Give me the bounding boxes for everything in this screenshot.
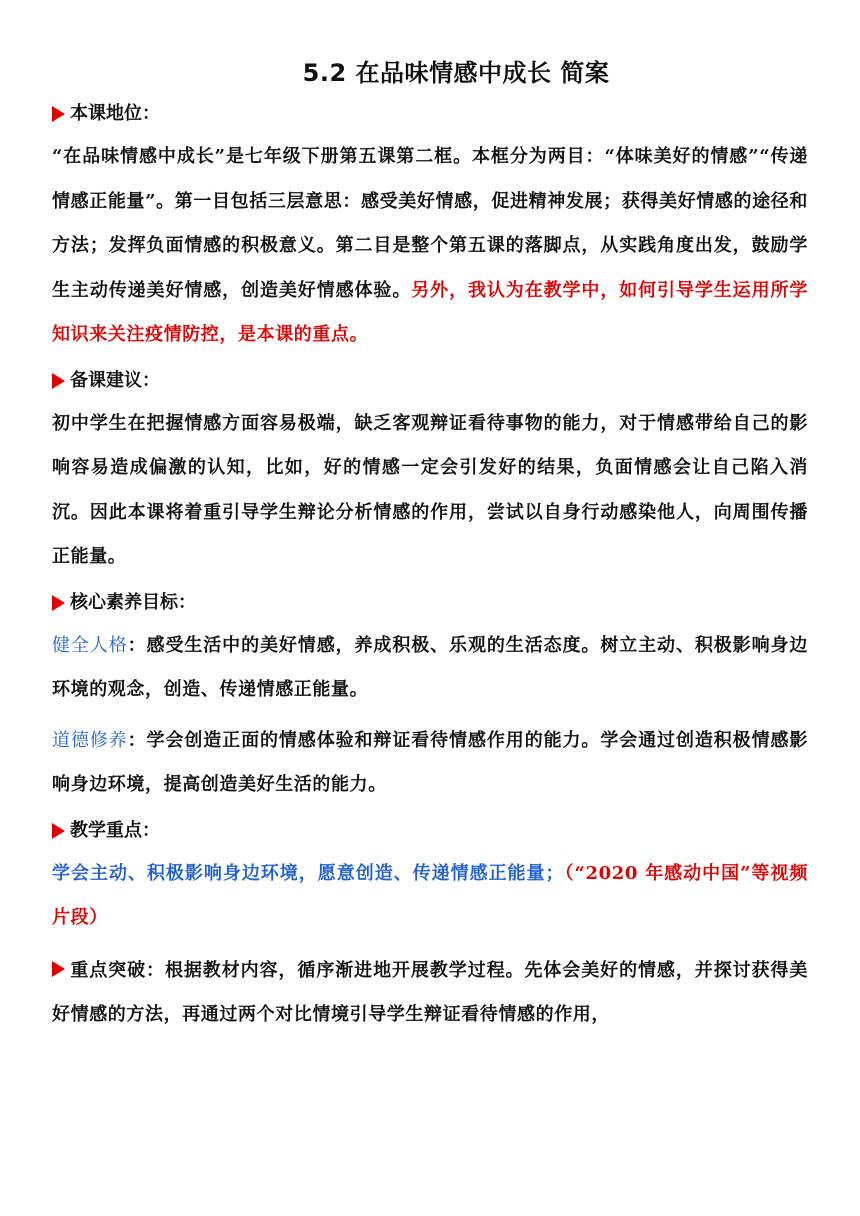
heading-text: 教学重点： <box>70 819 160 841</box>
suggestion-paragraph: 初中学生在把握情感方面容易极端，缺乏客观辩证看待事物的能力，对于情感带给自己的影响容易造成偏激的认知，比如，好的情感一定会引发好的结果，负面情感会让自己陷入消沉。因此本课将着重引导学生辩论分析情感的作用，尝试以自身行动感染他人，向周围传播正能量。 <box>52 412 808 567</box>
position-emphasis-text: 另外，我认为在教学中，如何引导学生运用所学知识来关注疫情防控，是本课的重点。 <box>52 279 808 345</box>
red-triangle-icon <box>52 823 65 839</box>
red-triangle-icon <box>52 595 65 611</box>
goal-text: ：学会创造正面的情感体验和辩证看待情感作用的能力。学会通过创造积极情感影响身边环境，提高创造美好生活的能力。 <box>52 729 808 795</box>
heading-text: 核心素养目标： <box>70 591 196 613</box>
goal-text: ：感受生活中的美好情感，养成积极、乐观的生活态度。树立主动、积极影响身边环境的观念，创造、传递情感正能量。 <box>52 634 808 700</box>
red-triangle-icon <box>52 106 65 122</box>
red-triangle-icon <box>52 373 65 389</box>
keypoint-text: 学会主动、积极影响身边环境，愿意创造、传递情感正能量； <box>52 862 565 884</box>
keypoint-note: （“2020 年感动中国”等视频片段） <box>52 862 808 928</box>
position-text: “在品味情感中成长”是七年级下册第五课第二框。本框分为两目：“体味美好的情感”“传递情感正能量”。第一目包括三层意思：感受美好情感，促进精神发展；获得美好情感的途径和方法；发挥负面情感的积极意义。第二目是整个第五课的落脚点，从实践角度出发，鼓励学生主动传递美好情感，创造美好情感体验。 <box>52 146 808 301</box>
keypoint-paragraph <box>52 852 808 941</box>
breakthrough-text: ：根据教材内容，循序渐进地开展教学过程。先体会美好的情感，并探讨获得美好情感的方法，再通过两个对比情境引导学生辩证看待情感的作用， <box>52 959 808 1025</box>
section-heading-keypoint <box>52 816 808 846</box>
position-paragraph <box>52 135 808 358</box>
goal-label: 健全人格 <box>52 634 128 656</box>
page-title: 5.2 在品味情感中成长 简案 <box>302 59 610 87</box>
heading-text: 本课地位： <box>70 103 160 124</box>
section-heading-suggestion <box>52 366 808 396</box>
section-heading-goals <box>52 588 808 618</box>
goal-item-personality <box>52 624 808 713</box>
section-heading-position <box>52 99 808 129</box>
red-triangle-icon <box>52 961 65 977</box>
breakthrough-heading: 重点突破 <box>70 959 147 981</box>
heading-text: 备课建议： <box>70 369 160 391</box>
goal-label: 道德修养 <box>52 729 128 751</box>
breakthrough-paragraph <box>52 949 808 1038</box>
goal-item-morality <box>52 719 808 808</box>
